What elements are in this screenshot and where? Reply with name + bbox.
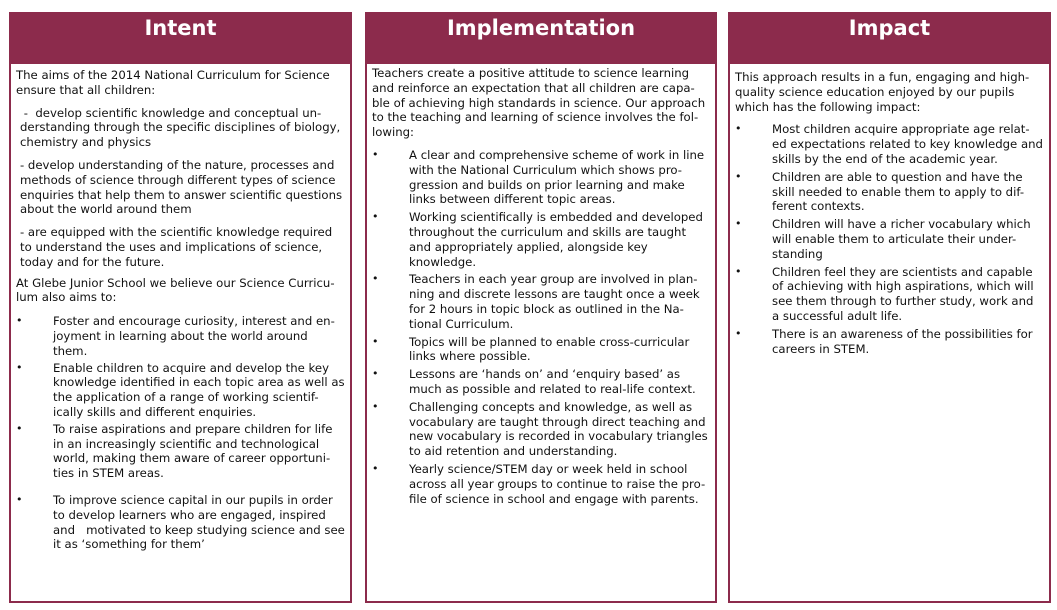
list-item: • Teachers in each year group are involved in plan-ning and discrete lessons are taught once a week for 2 hours in topic block as outlined in the Na-tional Curriculum.	[372, 272, 700, 331]
bullet-icon: •	[372, 334, 379, 348]
list-item: • Topics will be planned to enable cross-curricular links where possible.	[372, 334, 690, 364]
list-item: • A clear and comprehensive scheme of work in line with the National Curriculum which shows pro-gression and builds on prior learning and make links between different topic areas.	[372, 147, 705, 207]
intent-body	[11, 64, 350, 552]
list-item: • Enable children to acquire and develop the key knowledge identified in each topic area as well as the application of a range of working scientif-ically skills and different enquiries.	[16, 360, 345, 419]
implementation-body	[367, 64, 715, 506]
intent-aim-3: - are equipped with the scientific knowledge required to understand the uses and implications of science, today and for the future.	[20, 225, 333, 269]
bullet-icon: •	[372, 272, 379, 286]
impact-intro: This approach results in a fun, engaging and high-quality science education enjoyed by our pupils which has the following impact:	[735, 70, 1030, 114]
list-item: • There is an awareness of the possibilities for careers in STEM.	[735, 326, 1033, 356]
implementation-intro: Teachers create a positive attitude to science learning and reinforce an expectation that all children are capa-ble of achieving high standards in science. Our approach to the teaching and learning of science involves the fol-lowing:	[372, 66, 706, 140]
impact-body	[730, 64, 1049, 356]
bullet-icon: •	[372, 399, 379, 413]
intent-heading: Intent	[11, 14, 350, 64]
list-item: • Foster and encourage curiosity, interest and en-joyment in learning about the world around them.	[16, 314, 335, 358]
bullet-icon: •	[735, 326, 742, 340]
intent-column	[9, 12, 352, 603]
bullet-icon: •	[735, 169, 742, 183]
intent-school-statement: At Glebe Junior School we believe our Science Curricu-lum also aims to:	[16, 275, 335, 305]
list-item: • Working scientifically is embedded and developed throughout the curriculum and skills are taught and appropriately applied, alongside key knowledge.	[372, 210, 703, 269]
intent-intro: The aims of the 2014 National Curriculum for Science ensure that all children:	[16, 68, 330, 97]
list-item: • Children feel they are scientists and capable of achieving with high aspirations, which will see them through to further study, work and a successful adult life.	[735, 264, 1034, 323]
bullet-icon: •	[16, 492, 23, 506]
implementation-heading: Implementation	[367, 14, 715, 64]
bullet-icon: •	[735, 264, 742, 278]
bullet-icon: •	[16, 314, 23, 328]
list-item: • Most children acquire appropriate age relat-ed expectations related to key knowledge and skills by the end of the academic year.	[735, 122, 1043, 166]
bullet-icon: •	[16, 421, 23, 435]
bullet-icon: •	[735, 217, 742, 231]
list-item: • To improve science capital in our pupils in order to develop learners who are engaged, inspired and motivated to keep studying science and see it as ‘something for them’	[16, 492, 349, 552]
bullet-icon: •	[735, 122, 742, 136]
implementation-bullet-list	[372, 148, 710, 506]
list-item: • Children are able to question and have the skill needed to enable them to apply to dif-ferent contexts.	[735, 169, 1025, 214]
impact-heading: Impact	[730, 14, 1049, 64]
list-item: • Lessons are ‘hands on’ and ‘enquiry based’ as much as possible and related to real-life context.	[372, 367, 696, 396]
intent-aim-2: - develop understanding of the nature, processes and methods of science through different types of science enquiries that help them to answer scientific questions about the world around them	[20, 157, 343, 217]
impact-column	[728, 12, 1051, 603]
bullet-icon: •	[16, 360, 23, 374]
list-item: • Challenging concepts and knowledge, as well as vocabulary are taught through direct teaching and new vocabulary is recorded in vocabulary triangles to aid retention and understanding.	[372, 399, 708, 459]
list-item: • To raise aspirations and prepare children for life in an increasingly scientific and technological world, making them aware of career opportuni-ties in STEM areas.	[16, 421, 333, 481]
bullet-icon: •	[372, 147, 379, 161]
list-item: • Yearly science/STEM day or week held in school across all year groups to continue to raise the pro-file of science in school and engage with parents.	[372, 461, 706, 506]
list-item: • Children will have a richer vocabulary which will enable them to articulate their under-standing	[735, 217, 1031, 261]
implementation-column	[365, 12, 717, 603]
intent-aim-1: - develop scientific knowledge and conceptual un-derstanding through the specific disciplines of biology, chemistry and physics	[20, 105, 344, 150]
bullet-icon: •	[372, 210, 379, 224]
intent-bullet-list	[16, 314, 349, 552]
impact-bullet-list	[735, 122, 1044, 356]
bullet-icon: •	[372, 367, 379, 381]
bullet-icon: •	[372, 461, 379, 475]
